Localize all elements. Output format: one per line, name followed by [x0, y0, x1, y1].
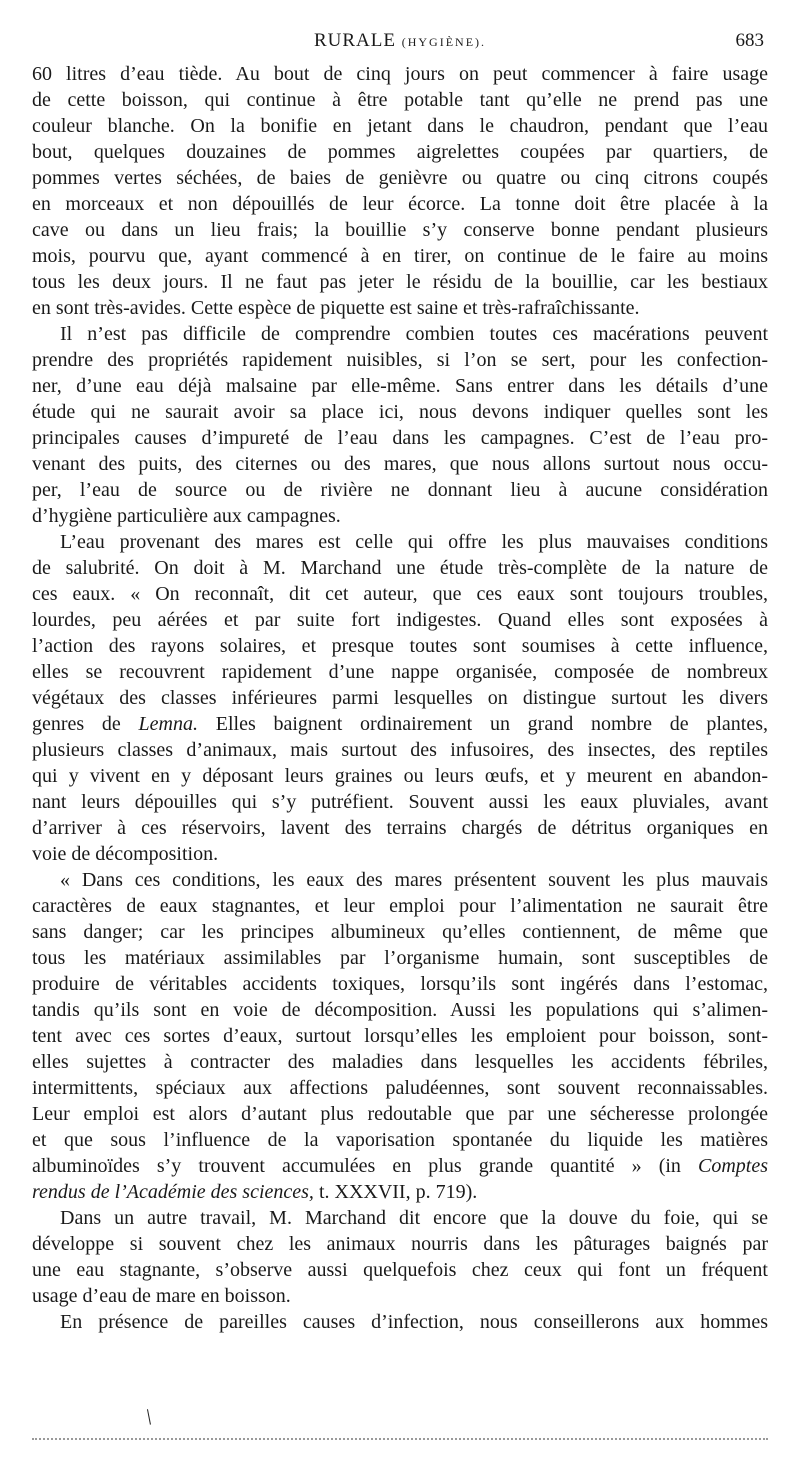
text-line: nant leurs dépouilles qui s’y putréfient. Souvent aussi les eaux pluviales, avant: [32, 791, 768, 813]
text-line: produire de véritables accidents toxiques, lorsqu’ils sont ingérés dans l’estomac,: [32, 973, 768, 995]
text-line: lourdes, peu aérées et par suite fort indigestes. Quand elles sont exposées à: [32, 609, 768, 631]
text-line: principales causes d’impureté de l’eau dans les campagnes. C’est de l’eau pro-: [32, 427, 768, 449]
text-line: elles sujettes à contracter des maladies dans lesquelles les accidents fébriles,: [32, 1051, 768, 1073]
text-segment: Elles baignent ordinairement un grand nombre de plantes,: [215, 713, 768, 735]
text-line: et que sous l’influence de la vaporisation spontanée du liquide les matières: [32, 1129, 768, 1151]
text-line: en sont très-avides. Cette espèce de piquette est saine et très-rafraîchissante.: [32, 297, 640, 319]
text-line: per, l’eau de source ou de rivière ne donnant lieu à aucune considération: [32, 479, 768, 501]
text-line: une eau stagnante, s’observe aussi quelquefois chez ceux qui font un fréquent: [32, 1259, 768, 1281]
text-line: [32, 1179, 768, 1205]
text-line: venant des puits, des citernes ou des mares, que nous allons surtout nous occu-: [32, 453, 768, 475]
text-line: cave ou dans un lieu frais; la bouillie s’y conserve bonne pendant plusieurs: [32, 219, 768, 241]
text-segment: t. XXXVII, p. 719).: [318, 1181, 478, 1203]
text-line: développe si souvent chez les animaux nourris dans les pâturages baignés par: [32, 1233, 768, 1255]
text-line: Il n’est pas difficile de comprendre combien toutes ces macérations peuvent: [60, 323, 768, 345]
text-line: [32, 1153, 768, 1179]
text-line: l’action des rayons solaires, et presque toutes sont soumises à cette influence,: [32, 635, 768, 657]
text-line: plusieurs classes d’animaux, mais surtout des infusoires, des insectes, des reptiles: [32, 739, 768, 761]
text-line: elles se recouvrent rapidement d’une nappe organisée, composée de nombreux: [32, 661, 768, 683]
running-title-sub: (HYGIÈNE).: [401, 35, 487, 49]
text-line: intermittents, spéciaux aux affections paludéennes, sont souvent reconnaissables.: [32, 1077, 768, 1099]
text-line: qui y vivent en y déposant leurs graines ou leurs œufs, et y meurent en abandon-: [32, 765, 768, 787]
text-line: tous les deux jours. Il ne faut pas jeter le résidu de la bouillie, car les bestiaux: [32, 271, 768, 293]
text-line: « Dans ces conditions, les eaux des mares présentent souvent les plus mauvais: [60, 869, 768, 891]
text-line: en morceaux et non dépouillés de leur écorce. La tonne doit être placée à la: [32, 193, 768, 215]
text-line: prendre des propriétés rapidement nuisibles, si l’on se sert, pour les confection-: [32, 349, 768, 371]
text-line: d’hygiène particulière aux campagnes.: [32, 505, 341, 527]
text-line: L’eau provenant des mares est celle qui offre les plus mauvaises conditions: [60, 531, 768, 553]
text-line: [32, 711, 768, 737]
stray-ink-mark: /: [139, 1404, 158, 1429]
text-line: usage d’eau de mare en boisson.: [32, 1285, 291, 1307]
page-number: 683: [735, 30, 764, 51]
text-line: pommes vertes séchées, de baies de genièvre ou quatre ou cinq citrons coupés: [32, 167, 768, 189]
running-header: [32, 30, 768, 54]
text-line: de cette boisson, qui continue à être potable tant qu’elle ne prend pas une: [32, 89, 768, 111]
text-line: ces eaux. « On reconnaît, dit cet auteur, que ces eaux sont toujours troubles,: [32, 583, 768, 605]
text-line: tous les matériaux assimilables par l’organisme humain, sont susceptibles de: [32, 947, 768, 969]
body-text: [32, 61, 768, 1335]
text-line: 60 litres d’eau tiède. Au bout de cinq jours on peut commencer à faire usage: [32, 63, 768, 85]
text-line: voie de décomposition.: [32, 843, 219, 865]
text-line: En présence de pareilles causes d’infection, nous conseillerons aux hommes: [60, 1311, 768, 1333]
text-segment: genres de: [32, 713, 121, 735]
text-line: d’arriver à ces réservoirs, lavent des terrains chargés de détritus organiques en: [32, 817, 768, 839]
text-line: caractères de eaux stagnantes, et leur emploi pour l’alimentation ne saurait être: [32, 895, 768, 917]
text-line: sans danger; car les principes albumineux qu’elles contiennent, de même que: [32, 921, 768, 943]
text-line: de salubrité. On doit à M. Marchand une étude très-complète de la nature de: [32, 557, 768, 579]
italic-citation: rendus de l’Académie des sciences,: [32, 1181, 314, 1203]
text-line: bout, quelques douzaines de pommes aigrelettes coupées par quartiers, de: [32, 141, 768, 163]
running-title-main: RURALE: [313, 30, 396, 51]
text-line: tent avec ces sortes d’eaux, surtout lorsqu’elles les emploient pour boisson, sont-: [32, 1025, 768, 1047]
italic-citation: Comptes: [698, 1155, 768, 1177]
page: [32, 0, 768, 1480]
text-line: végétaux des classes inférieures parmi lesquelles on distingue surtout les divers: [32, 687, 768, 709]
italic-term: Lemna.: [138, 713, 198, 735]
text-line: couleur blanche. On la bonifie en jetant dans le chaudron, pendant que l’eau: [32, 115, 768, 137]
running-title: [32, 30, 768, 52]
text-line: mois, pourvu que, ayant commencé à en tirer, on continue de le faire au moins: [32, 245, 768, 267]
text-line: Leur emploi est alors d’autant plus redoutable que par une sécheresse prolongée: [32, 1103, 768, 1125]
text-line: Dans un autre travail, M. Marchand dit encore que la douve du foie, qui se: [60, 1207, 768, 1229]
text-line: tandis qu’ils sont en voie de décomposition. Aussi les populations qui s’alimen-: [32, 999, 768, 1021]
text-segment: albuminoïdes s’y trouvent accumulées en plus grande quantité » (in: [32, 1155, 681, 1177]
text-line: ner, d’une eau déjà malsaine par elle-même. Sans entrer dans les détails d’une: [32, 375, 768, 397]
text-line: étude qui ne saurait avoir sa place ici, nous devons indiquer quelles sont les: [32, 401, 768, 423]
dotted-rule: [32, 1438, 768, 1442]
